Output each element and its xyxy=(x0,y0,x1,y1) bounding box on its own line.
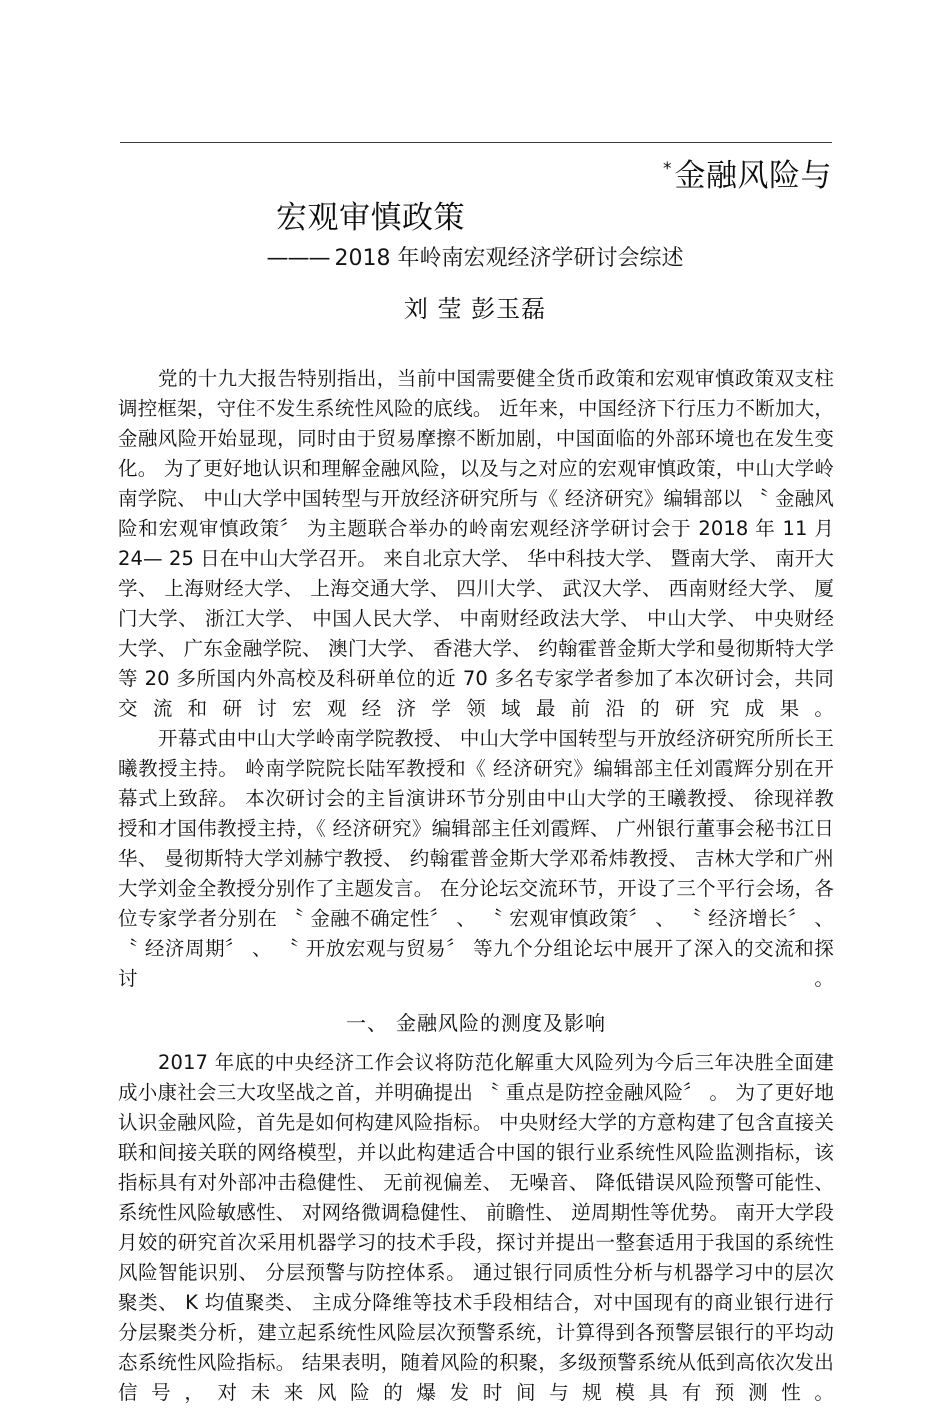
section-title: 金融风险的测度及影响 xyxy=(396,1011,606,1035)
article-body xyxy=(118,364,834,1408)
header-horizontal-rule xyxy=(120,142,832,143)
section-number: 一、 xyxy=(346,1011,388,1035)
body-paragraph-3: 2017 年底的中央经济工作会议将防范化解重大风险列为今后三年决胜全面建成小康社会三大攻坚战之首，并明确提出 〝 重点是防控金融风险〞 。 为了更好地认识金融风险，首先是如何构建风险指标。 中央财经大学的方意构建了包含直接关联和间接关联的网络模型，并以此构建适合中国的银行业系统性风险监测指标，该指标具有对外部冲击稳健性、 无前视偏差、 无噪音、 降低错误风险预警可能性、 系统性风险敏感性、 对网络微调稳健性、 前瞻性、 逆周期性等优势。 南开大学段月姣的研究首次采用机器学习的技术手段，探讨并提出一整套适用于我国的系统性风险智能识别、 分层预警与防控体系。 通过银行同质性分析与机器学习中的层次聚类、 K 均值聚类、 主成分降维等技术手段相结合，对中国现有的商业银行进行分层聚类分析，建立起系统性风险层次预警系统，计算得到各预警层银行的平均动态系统性风险指标。 结果表明，随着风险的积聚，多级预警系统从低到高依次发出信号，对未来风险的爆发时间与规模具有预测性。 xyxy=(118,1051,834,1404)
title-footnote-marker: * xyxy=(663,159,672,179)
article-title-part-1: 金融风险与 xyxy=(674,158,832,194)
article-title-line-2: 宏观审慎政策 xyxy=(276,200,465,236)
article-title-block xyxy=(118,148,832,239)
article-authors: 刘 莹 彭玉磊 xyxy=(403,295,547,323)
section-heading-1 xyxy=(118,1008,834,1038)
article-subtitle xyxy=(118,243,832,275)
body-paragraph-2: 开幕式由中山大学岭南学院教授、 中山大学中国转型与开放经济研究所所长王曦教授主持。 岭南学院院长陆军教授和《 经济研究》编辑部主任刘霞辉分别在开幕式上致辞。 本次研讨会的主旨演讲环节分别由中山大学的王曦教授、 徐现祥教授和才国伟教授主持，《 经济研究》编辑部主任刘霞辉、 广州银行董事会秘书江日华、 曼彻斯特大学刘赫宁教授、 约翰霍普金斯大学邓希炜教授、 吉林大学和广州大学刘金全教授分别作了主题发言。 在分论坛交流环节，开设了三个平行会场，各位专家学者分别在 〝 金融不确定性〞 、 〝 宏观审慎政策〞 、 〝 经济增长〞 、 〝 经济周期〞 、 〝 开放宏观与贸易〞 等九个分组论坛中展开了深入的交流和探讨。 xyxy=(118,727,834,990)
subtitle-text: 2018 年岭南宏观经济学研讨会综述 xyxy=(334,246,684,271)
subtitle-dash: ——— xyxy=(266,246,330,271)
body-paragraph-1: 党的十九大报告特别指出，当前中国需要健全货币政策和宏观审慎政策双支柱调控框架，守住不发生系统性风险的底线。 近年来，中国经济下行压力不断加大，金融风险开始显现，同时由于贸易摩擦不断加剧，中国面临的外部环境也在发生变化。 为了更好地认识和理解金融风险，以及与之对应的宏观审慎政策，中山大学岭南学院、 中山大学中国转型与开放经济研究所与《 经济研究》编辑部以 〝 金融风险和宏观审慎政策〞 为主题联合举办的岭南宏观经济学研讨会于 2018 年 11 月 24— 25 日在中山大学召开。 来自北京大学、 华中科技大学、 暨南大学、 南开大学、 上海财经大学、 上海交通大学、 四川大学、 武汉大学、 西南财经大学、 厦门大学、 浙江大学、 中国人民大学、 中南财经政法大学、 中山大学、 中央财经大学、 广东金融学院、 澳门大学、 香港大学、 约翰霍普金斯大学和曼彻斯特大学等 20 多所国内外高校及科研单位的近 70 多名专家学者参加了本次研讨会，共同交流和研讨宏观经济学领域最前沿的研究成果。 xyxy=(118,367,834,720)
article-title-line-1 xyxy=(118,148,832,197)
